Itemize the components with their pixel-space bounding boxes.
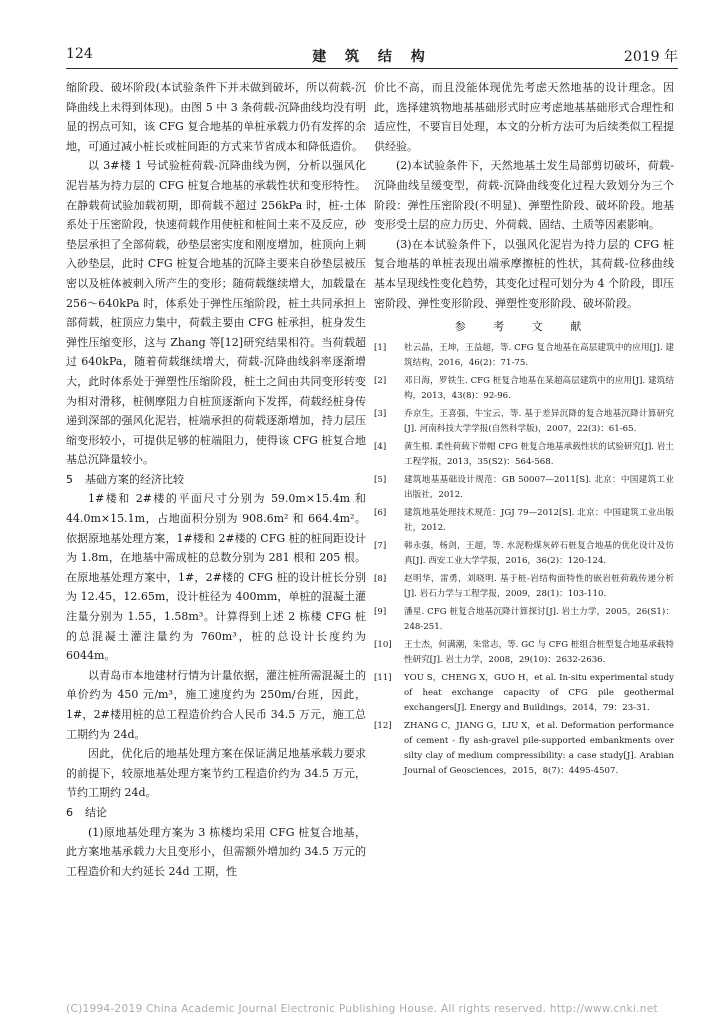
reference-text: 建筑地基基础设计规范：GB 50007—2011[S]. 北京：中国建筑工业出版社，2012. xyxy=(404,474,674,500)
reference-item xyxy=(374,440,674,470)
reference-item xyxy=(374,671,674,716)
reference-text: 黄生根. 柔性荷载下带帽 CFG 桩复合地基承载性状的试验研究[J]. 岩土工程学报，2013，35(S2)：564-568. xyxy=(404,441,674,467)
reference-number: [2] xyxy=(374,375,387,386)
reference-number: [5] xyxy=(374,474,387,485)
journal-title: 建 筑 结 构 xyxy=(312,49,432,65)
section-title: 基础方案的经济比较 xyxy=(85,472,184,486)
reference-number: [6] xyxy=(374,507,387,518)
reference-number: [12] xyxy=(374,720,392,731)
references-title: 参 考 文 献 xyxy=(454,320,594,334)
section-number: 6 xyxy=(66,805,73,819)
reference-number: [10] xyxy=(374,639,392,650)
paragraph: (1)原地基处理方案为 3 栋楼均采用 CFG 桩复合地基，此方案地基承载力大且变形小，但需额外增加约 34.5 万元的工程造价和大约延长 24d 工期，性 xyxy=(66,825,366,878)
reference-text: 乔京生，王喜强，牛宝云，等. 基于差异沉降的复合地基沉降计算研究[J]. 河南科技大学学报(自然科学版)，2007，22(3)：61-65. xyxy=(404,408,674,434)
paragraph: 缩阶段、破坏阶段(本试验条件下并未做到破坏，所以荷载-沉降曲线上未得到体现)。由图 5 中 3 条荷载-沉降曲线均没有明显的拐点可知，该 CFG 复合地基的单桩承载力仍有发挥的余地，可通过减小桩长或桩间距的方式来节省成本和降低造价。 xyxy=(66,81,366,153)
reference-number: [11] xyxy=(374,672,392,683)
reference-number: [7] xyxy=(374,540,387,551)
paragraph: 价比不高，而且没能体现优先考虑天然地基的设计理念。因此，选择建筑物地基基础形式时应考虑地基基础形式合理性和适应性，不要盲目处理，本文的分析方法可为后续类似工程提供经验。 xyxy=(374,81,674,153)
reference-item xyxy=(374,572,674,602)
paragraph: (3)在本试验条件下，以强风化泥岩为持力层的 CFG 桩复合地基的单桩表现出端承摩擦桩的性状，其荷载-位移曲线基本呈现线性变化趋势，其变化过程可划分为 4 个阶段，即压密阶段、弹性变形阶段、弹塑性变形阶段、破坏阶段。 xyxy=(374,237,674,310)
reference-text: 邓日海，罗铁生. CFG 桩复合地基在某超高层建筑中的应用[J]. 建筑结构，2013，43(8)：92-96. xyxy=(404,375,674,401)
section-heading-5 xyxy=(66,470,366,490)
publication-year: 2019 年 xyxy=(623,49,678,65)
reference-item xyxy=(374,539,674,569)
paragraph: 以 3#楼 1 号试验桩荷载-沉降曲线为例，分析以强风化泥岩基为持力层的 CFG 桩复合地基的承载性状和变形特性。在静载荷试验加载初期，即荷载不超过 256kPa 时，桩-土体系处于压密阶段，快速荷载作用使桩和桩间土来不及反应，砂垫层承担了全部荷载，砂垫层密实度和刚度增加，桩顶向上刺入砂垫层，此时 CFG 桩复合地基的沉降主要来自砂垫层被压密以及桩体被刺入所产生的变形；随荷载继续增大，加载量在 256～640kPa 时，体系处于弹性压缩阶段，桩土共同承担上部荷载，桩顶应力集中，荷载主要由 CFG 桩承担，桩身发生弹性压缩变形，这与 Zhang 等[12]研究结果相符。当荷载超过 640kPa，随着荷载继续增大，荷载-沉降曲线斜率逐渐增大，此时体系处于弹塑性压缩阶段，桩土之间由共同变形转变为相对滑移，桩侧摩阻力自桩顶逐渐向下发挥，荷载经桩身传递到深部的强风化泥岩，桩端承担的荷载逐渐增加，持力层压缩变形较小，可提供足够的桩端阻力，使得该 CFG 桩复合地基总沉降量较小。 xyxy=(66,159,366,467)
reference-text: YOU S，CHENG X，GUO H，et al. In-situ experimental study of heat exchange capacity of CFG pile geothermal exchangers[J]. Energy and Buildings，2014，79：23-31. xyxy=(404,672,674,713)
reference-item xyxy=(374,719,674,779)
reference-text: 杜云晶，王坤，王益超，等. CFG 复合地基在高层建筑中的应用[J]. 建筑结构，2016，46(2)：71-75. xyxy=(404,342,674,368)
reference-item xyxy=(374,605,674,635)
header-rule xyxy=(66,68,678,69)
paragraph: 以青岛市本地建材行情为计量依据，灌注桩所需混凝土的单价约为 450 元/m³，施工速度约为 250m/台班，因此，1#，2#楼用桩的总工程造价约合人民币 34.5 万元，施工总工期约为 24d。 xyxy=(66,668,366,741)
reference-number: [4] xyxy=(374,441,387,452)
paragraph: (2)本试验条件下，天然地基土发生局部剪切破坏，荷载-沉降曲线呈缓变型，荷载-沉降曲线变化过程大致划分为三个阶段：弹性压密阶段(不明显)、弹塑性阶段、破坏阶段。地基变形受土层的应力历史、外荷载、固结、土质等因素影响。 xyxy=(374,159,674,232)
section-heading-6 xyxy=(66,803,366,823)
reference-number: [9] xyxy=(374,606,387,617)
reference-text: 赵明华，雷勇，刘晓明. 基于桩-岩结构面特性的嵌岩桩荷载传递分析[J]. 岩石力学与工程学报，2009，28(1)：103-110. xyxy=(404,573,674,599)
reference-item xyxy=(374,506,674,536)
reference-text: 韩永强，杨剑，王超，等. 水泥粉煤灰碎石桩复合地基的优化设计及仿真[J]. 西安工业大学学报，2016，36(2)：120-124. xyxy=(404,540,674,566)
reference-number: [8] xyxy=(374,573,387,584)
paragraph: 因此，优化后的地基处理方案在保证满足地基承载力要求的前提下，较原地基处理方案节约工程造价约为 34.5 万元，节约工期约 24d。 xyxy=(66,747,366,800)
page-header xyxy=(66,46,678,66)
copyright-footer: (C)1994-2019 China Academic Journal Electronic Publishing House. All rights reserved. http://www.cnki.net xyxy=(66,1003,658,1015)
section-number: 5 xyxy=(66,472,73,486)
reference-item xyxy=(374,407,674,437)
right-column xyxy=(374,78,674,782)
page-number: 124 xyxy=(66,46,93,62)
reference-number: [1] xyxy=(374,342,387,353)
reference-text: 潘星. CFG 桩复合地基沉降计算探讨[J]. 岩土力学，2005，26(S1)：248-251. xyxy=(404,606,674,632)
reference-item xyxy=(374,341,674,371)
reference-item xyxy=(374,374,674,404)
reference-number: [3] xyxy=(374,408,387,419)
reference-text: ZHANG C，JIANG G，LIU X，et al. Deformation performance of cement - fly ash-gravel pile-supported embankments over silty clay of medium compressibility: a case study[J]. Arabian Journal of Geosciences，2015，8(7)：4495-4507. xyxy=(404,720,674,776)
section-title: 结论 xyxy=(85,805,107,819)
reference-text: 建筑地基处理技术规范：JGJ 79—2012[S]. 北京：中国建筑工业出版社，2012. xyxy=(404,507,674,533)
reference-list xyxy=(374,341,674,779)
reference-text: 王士杰，何满潮，朱常志，等. GC 与 CFG 桩组合桩型复合地基承载特性研究[J]. 岩土力学，2008，29(10)：2632-2636. xyxy=(404,639,674,665)
reference-item xyxy=(374,638,674,668)
left-column xyxy=(66,78,366,881)
paragraph: 1#楼和 2#楼的平面尺寸分别为 59.0m×15.4m 和 44.0m×15.1m，占地面积分别为 908.6m² 和 664.4m²。依据原地基处理方案，1#楼和 2#楼的 CFG 桩的桩间距设计为 1.8m，在地基中需成桩的总数分别为 281 根和 205 根。在原地基处理方案中，1#，2#楼的 CFG 桩的设计桩长分别为 12.45，12.65m，设计桩径为 400mm，单桩的混凝土灌注量分别为 1.55，1.58m³。计算得到上述 2 栋楼 CFG 桩的总混凝土灌注量约为 760m³，桩的总设计长度约为 6044m。 xyxy=(66,492,366,663)
reference-item xyxy=(374,473,674,503)
